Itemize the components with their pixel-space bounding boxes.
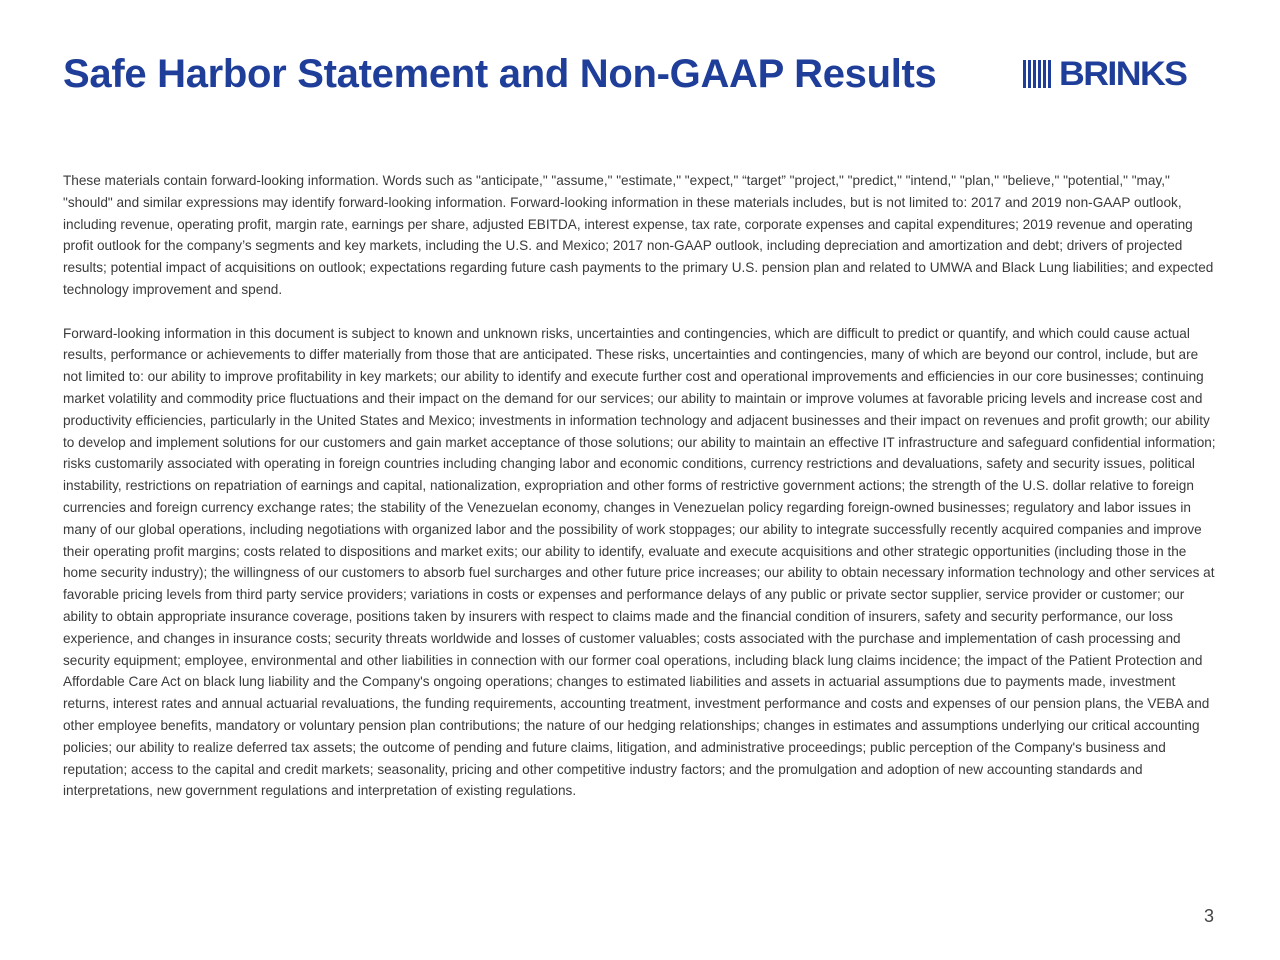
forward-looking-paragraph: These materials contain forward-looking information. Words such as "anticipate," "assume," "estimate," "expect," “target” "project," "predict," "intend," "plan," "believe," "potential," "may," "should" and similar expressions may identify forward-looking information. Forward-looking information in these materials includes, but is not limited to: 2017 and 2019 non-GAAP outlook, including revenue, operating profit, margin rate, earnings per share, adjusted EBITDA, interest expense, tax rate, corporate expenses and capital expenditures; 2019 revenue and operating profit outlook for the company’s segments and key markets, including the U.S. and Mexico; 2017 non-GAAP outlook, including depreciation and amortization and debt; drivers of projected results; potential impact of acquisitions on outlook; expectations regarding future cash payments to the primary U.S. pension plan and related to UMWA and Black Lung liabilities; and expected technology improvement and spend. <box>63 173 1214 297</box>
risk-factors-paragraph: Forward-looking information in this document is subject to known and unknown risks, uncertainties and contingencies, which are difficult to predict or quantify, and which could cause actual results, performance or achievements to differ materially from those that are anticipated. These risks, uncertainties and contingencies, many of which are beyond our control, include, but are not limited to: our ability to improve profitability in key markets; our ability to identify and execute further cost and operational improvements and efficiencies in our core businesses; continuing market volatility and commodity price fluctuations and their impact on the demand for our services; our ability to maintain or improve volumes at favorable pricing levels and increase cost and productivity efficiencies, particularly in the United States and Mexico; investments in information technology and adjacent businesses and their impact on revenues and profit growth; our ability to develop and implement solutions for our customers and gain market acceptance of those solutions; our ability to maintain an effective IT infrastructure and safeguard confidential information; risks customarily associated with operating in foreign countries including changing labor and economic conditions, currency restrictions and devaluations, safety and security issues, political instability, restrictions on repatriation of earnings and capital, nationalization, expropriation and other forms of restrictive government actions; the strength of the U.S. dollar relative to foreign currencies and foreign currency exchange rates; the stability of the Venezuelan economy, changes in Venezuelan policy regarding foreign-owned businesses; regulatory and labor issues in many of our global operations, including negotiations with organized labor and the possibility of work stoppages; our ability to integrate successfully recently acquired companies and improve their operating profit margins; costs related to dispositions and market exits; our ability to identify, evaluate and execute acquisitions and other strategic opportunities (including those in the home security industry); the willingness of our customers to absorb fuel surcharges and other future price increases; our ability to obtain necessary information technology and other services at favorable pricing levels from third party service providers; variations in costs or expenses and performance delays of any public or private sector supplier, service provider or customer; our ability to obtain appropriate insurance coverage, positions taken by insurers with respect to claims made and the financial condition of insurers, safety and security performance, our loss experience, and changes in insurance costs; security threats worldwide and losses of customer valuables; costs associated with the purchase and implementation of cash processing and security equipment; employee, environmental and other liabilities in connection with our former coal operations, including black lung claims incidence; the impact of the Patient Protection and Affordable Care Act on black lung liability and the Company's ongoing operations; changes to estimated liabilities and assets in actuarial assumptions due to payments made, investment returns, interest rates and annual actuarial revaluations, the funding requirements, accounting treatment, investment performance and costs and expenses of our pension plans, the VEBA and other employee benefits, mandatory or voluntary pension plan contributions; the nature of our hedging relationships; changes in estimates and assumptions underlying our critical accounting policies; our ability to realize deferred tax assets; the outcome of pending and future claims, litigation, and administrative proceedings; public perception of the Company's business and reputation; access to the capital and credit markets; seasonality, pricing and other competitive industry factors; and the promulgation and adoption of new accounting standards and interpretations, new government regulations and interpretation of existing regulations. <box>63 325 1216 799</box>
logo-stripes-icon <box>1023 60 1053 88</box>
safe-harbor-body <box>63 170 1218 802</box>
page-number: 3 <box>1203 906 1214 926</box>
logo-wordmark: BRINKS <box>1059 55 1187 93</box>
brinks-logo <box>1023 55 1219 93</box>
page-title: Safe Harbor Statement and Non-GAAP Results <box>63 52 937 96</box>
